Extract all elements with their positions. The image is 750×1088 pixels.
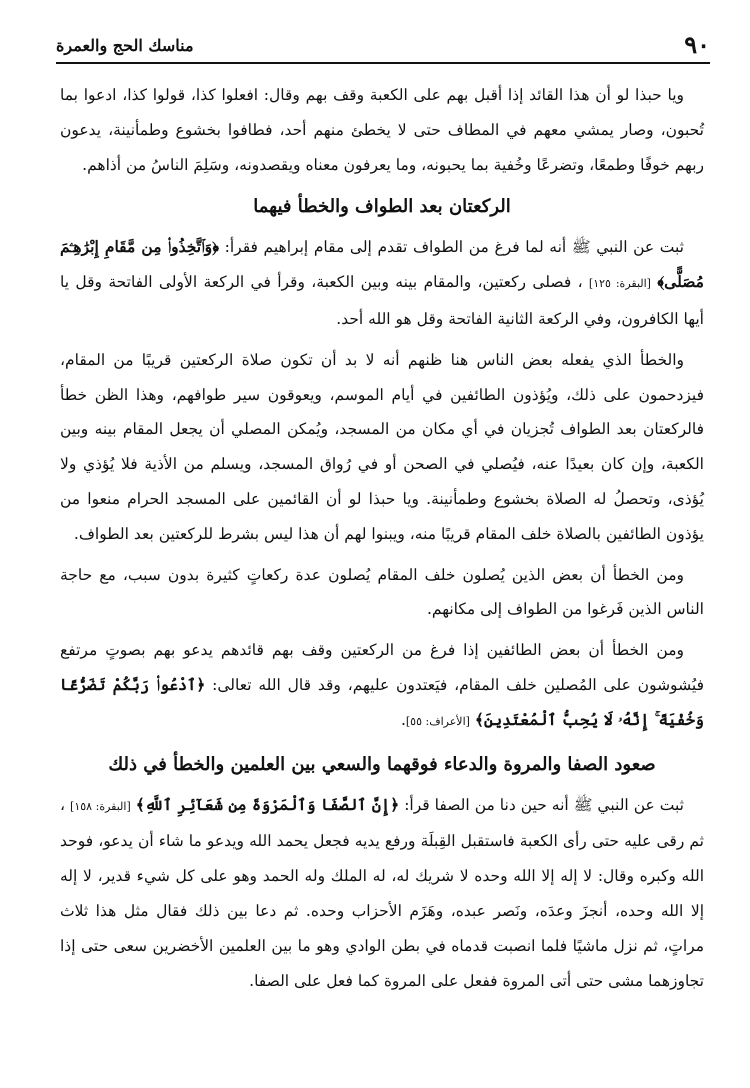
paragraph-maqam-mistake: والخطأ الذي يفعله بعض الناس هنا ظنهم أنه لا بد أن تكون صلاة الركعتين قريبًا من المقام، فيزدحمون على ذلك، ويُؤذون الطائفين في أيام الموسم، ويعوقون سير طوافهم، وهذا الظن خطأ فالركعتان بعد الطواف تُجزيان في أي مكان من المسجد، ويُمكن المصلي أن يجعل المقام بينه وبين الكعبة، وإن كان بعيدًا عنه، فيُصلي في الصحن أو في رُواق المسجد، ويسلم من الأذية فلا يُؤذي ولا يُؤذى، وتحصلُ له الصلاة بخشوع وطمأنينة. ويا حبذا لو أن القائمين على المسجد الحرام منعوا من يؤذون الطائفين بالصلاة خلف المقام قريبًا منه، ويبنوا لهم أن هذا ليس بشرط للركعتين بعد الطواف. [60,350,704,543]
page-body [60,78,704,1004]
heading-two-rakahs: الركعتان بعد الطواف والخطأ فيهما [253,196,511,218]
page-header [56,28,710,64]
paragraph-safa-marwa [60,788,704,999]
paragraph-extra-rakahs-mistake: ومن الخطأ أن بعض الذين يُصلون خلف المقام يُصلون عدة ركعاتٍ كثيرة بدون سبب، مع حاجة الناس الذين فَرغوا من الطواف إلى مكانهم. [60,565,704,619]
verse-reference: [البقرة: ١٢٥] [588,277,651,291]
running-title: مناسك الحج والعمرة [56,36,194,55]
heading-safa-marwa: صعود الصفا والمروة والدعاء فوقهما والسعي بين العلمين والخطأ في ذلك [108,753,656,775]
quran-verse: ﴿وَٱتَّخِذُوا۟ مِن مَّقَامِ إِبْرَٰهِـۧمَ مُصَلًّى﴾ [60,237,704,292]
paragraph-text: . [400,710,406,729]
paragraph-loud-dua-mistake [60,633,704,739]
paragraph-text: ثبت عن النبي ﷺ أنه حين دنا من الصفا قرأ: [404,795,684,814]
paragraph-guide-advice: ويا حبذا لو أن هذا القائد إذا أقبل بهم على الكعبة وقف بهم وقال: افعلوا كذا، قولوا كذا، ادعوا بما تُحبون، وصار يمشي معهم في المطاف حتى لا يخطئ منهم أحد، فطافوا بخشوع وطمأنينة، يدعون ربهم خوفًا وطمعًا، وتضرعًا وخُفية بما يحبونه، وما يعرفون معناه ويقصدونه، وسَلِمَ الناسُ من أذاهم. [60,86,704,174]
page-number: ٩٠ [684,30,710,59]
quran-verse: ﴿ٱدْعُوا۟ رَبَّكُمْ تَضَرُّعًا وَخُفْيَةً ۚ إِنَّهُۥ لَا يُحِبُّ ٱلْمُعْتَدِينَ﴾ [60,674,704,729]
paragraph-text: ، ثم رقى عليه حتى رأى الكعبة فاستقبل القِبلَة ورفع يديه فجعل يحمد الله ويدعو ما شاء أن يدعو، فوحد الله وكبره وقال: لا إله إلا الله وحده لا شريك له، له الملك وله الحمد وهو على كل شيء قدير، لا إله إلا الله وحده، أنجزَ وعدَه، ونَصر عبده، وهَزَم الأحزاب وحده. ثم دعا بين ذلك فقال مثل هذا ثلاث مراتٍ، ثم نزل ماشيًا فلما انصبت قدماه في بطن الوادي وهو ما بين العلمين الأخضرين سعى حتى إذا تجاوزهما مشى حتى أتى المروة ففعل على المروة كما فعل على الصفا. [60,795,704,990]
paragraph-text: ، فصلى ركعتين، والمقام بينه وبين الكعبة، وقرأ في الركعة الأولى الفاتحة وقل يا أيها الكافرون، وفي الركعة الثانية الفاتحة وقل هو الله أحد. [60,273,704,328]
paragraph-prophet-rakahs [60,230,704,336]
verse-reference: [الأعراف: ٥٥] [405,714,470,728]
paragraph-text: ثبت عن النبي ﷺ أنه لما فرغ من الطواف تقدم إلى مقام إبراهيم فقرأ: [224,238,684,257]
paragraph-text: ومن الخطأ أن بعض الطائفين إذا فرغ من الركعتين وقف بهم قائدهم يدعو بهم بصوتٍ مرتفع فيُشوشون على المُصلين خلف المقام، فيَعتدون عليهم، وقد قال الله تعالى: [60,641,704,694]
verse-reference: [البقرة: ١٥٨] [70,799,131,813]
quran-verse: ﴿إِنَّ ٱلصَّفَا وَٱلْمَرْوَةَ مِن شَعَآئِرِ ٱللَّهِ﴾ [135,794,400,814]
